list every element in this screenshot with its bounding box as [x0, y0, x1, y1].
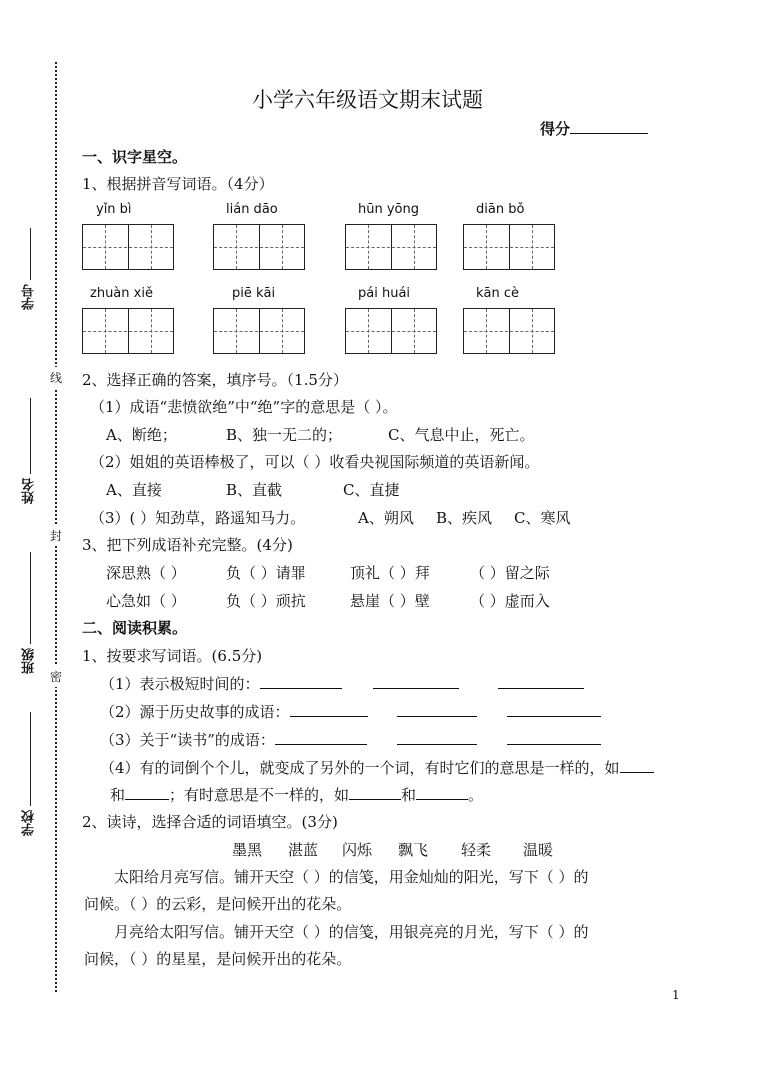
- poem-p2-line1: 月亮给太阳写信。铺开天空（ ）的信笺，用银亮亮的月光，写下（ ）的: [114, 923, 589, 941]
- answer-blank[interactable]: [373, 674, 459, 689]
- side-label-xuexiao: 学校: [22, 810, 37, 836]
- option[interactable]: B、直截: [226, 481, 283, 499]
- answer-blank[interactable]: [349, 785, 401, 800]
- s2-q1-s4-cont: 和 ；有时意思是不一样的，如 和 。: [110, 786, 484, 804]
- banji-line: [30, 552, 31, 644]
- answer-blank[interactable]: [275, 730, 367, 745]
- answer-blank[interactable]: [260, 674, 342, 689]
- answer-blank[interactable]: [125, 785, 169, 800]
- poem-p2-line2: 问候，（ ）的星星，是问候开出的花朵。: [84, 950, 352, 968]
- seal-char-xian: 线: [50, 367, 62, 388]
- s2-q2-label: 2、读诗，选择合适的词语填空。(3分): [82, 813, 338, 831]
- answer-blank[interactable]: [620, 758, 654, 773]
- tianzige-box[interactable]: [82, 224, 174, 270]
- xingming-line: [30, 398, 31, 474]
- option[interactable]: C、气息中止，死亡。: [388, 426, 535, 444]
- tianzige-box[interactable]: [463, 308, 555, 354]
- q1-label: 1、根据拼音写词语。（4分）: [82, 175, 274, 193]
- s2-q1-label: 1、按要求写词语。(6.5分): [82, 647, 263, 665]
- pinyin: kān cè: [476, 286, 520, 301]
- answer-blank[interactable]: [397, 702, 477, 717]
- idiom-item: 负（ ）顽抗: [226, 592, 306, 610]
- answer-blank[interactable]: [498, 674, 584, 689]
- s2-q1-s3: （3）关于“读书”的成语：: [100, 729, 367, 750]
- idiom-item: 悬崖（ ）壁: [350, 592, 430, 610]
- tianzige-box[interactable]: [213, 308, 305, 354]
- poem-p1-line1: 太阳给月亮写信。铺开天空（ ）的信笺，用金灿灿的阳光，写下（ ）的: [114, 868, 589, 886]
- answer-blank[interactable]: [397, 730, 477, 745]
- s2-q1-s1: （1）表示极短时间的：: [100, 673, 342, 694]
- q3-label: 3、把下列成语补充完整。(4分): [82, 536, 293, 554]
- answer-blank[interactable]: [290, 702, 368, 717]
- tianzige-box[interactable]: [345, 308, 437, 354]
- pinyin: yǐn bì: [96, 202, 132, 217]
- tianzige-box[interactable]: [345, 224, 437, 270]
- section2-heading: 二、阅读积累。: [82, 619, 188, 637]
- idiom-item: 顶礼（ ）拜: [350, 564, 430, 582]
- answer-blank[interactable]: [507, 730, 601, 745]
- pinyin: zhuàn xiě: [90, 286, 153, 301]
- idiom-item: 负（ ）请罪: [226, 564, 306, 582]
- word-choice: 温暖: [523, 841, 554, 859]
- score-label: 得分: [540, 118, 648, 139]
- xuexiao-line: [30, 712, 31, 806]
- side-label-xuehao: 学号: [22, 284, 37, 310]
- xuehao-line: [30, 228, 31, 280]
- q2-s3: （3）( ）知劲草，路遥知马力。: [90, 509, 306, 527]
- q2-s2: （2）姐姐的英语棒极了，可以（ ）收看央视国际频道的英语新闻。: [90, 453, 540, 471]
- option[interactable]: A、直接: [106, 481, 162, 499]
- pinyin: pái huái: [358, 286, 411, 301]
- side-label-banji: 班级: [22, 648, 37, 674]
- pinyin: lián dāo: [226, 202, 278, 217]
- word-choice: 湛蓝: [288, 841, 319, 859]
- pinyin: diān bǒ: [476, 202, 525, 217]
- pinyin: hūn yōng: [358, 202, 419, 217]
- word-choice: 飘飞: [398, 841, 429, 859]
- answer-blank[interactable]: [416, 785, 468, 800]
- option[interactable]: C、直捷: [343, 481, 400, 499]
- option[interactable]: C、寒风: [514, 509, 571, 527]
- answer-blank[interactable]: [507, 702, 601, 717]
- page-title: 小学六年级语文期末试题: [252, 88, 483, 112]
- q2-label: 2、选择正确的答案，填序号。（1.5分）: [82, 371, 348, 389]
- tianzige-box[interactable]: [213, 224, 305, 270]
- idiom-item: （ ）留之际: [470, 564, 550, 582]
- word-choice: 墨黑: [232, 841, 263, 859]
- page-number: 1: [672, 988, 680, 1002]
- option[interactable]: B、独一无二的；: [226, 426, 343, 444]
- q2-s1: （1）成语“悲愤欲绝”中“绝”字的意思是（ ）。: [90, 398, 398, 416]
- seal-char-mi: 密: [50, 666, 62, 687]
- option[interactable]: B、疾风: [436, 509, 493, 527]
- poem-p1-line2: 问候。（ ）的云彩，是问候开出的花朵。: [84, 895, 352, 913]
- pinyin: piē kāi: [232, 286, 276, 301]
- idiom-item: 深思熟（ ）: [106, 564, 186, 582]
- option[interactable]: A、断绝；: [106, 426, 177, 444]
- word-choice: 闪烁: [342, 841, 373, 859]
- side-label-xingming: 姓名: [22, 478, 37, 504]
- tianzige-box[interactable]: [463, 224, 555, 270]
- s2-q1-s4: （4）有的词倒个个儿，就变成了另外的一个词，有时它们的意思是一样的，如: [100, 757, 654, 778]
- option[interactable]: A、朔风: [358, 509, 414, 527]
- tianzige-box[interactable]: [82, 308, 174, 354]
- idiom-item: 心急如（ ）: [106, 592, 186, 610]
- word-choice: 轻柔: [461, 841, 492, 859]
- score-blank[interactable]: [570, 119, 648, 134]
- section1-heading: 一、识字星空。: [82, 148, 188, 166]
- s2-q1-s2: （2）源于历史故事的成语：: [100, 701, 368, 722]
- idiom-item: （ ）虚而入: [470, 592, 550, 610]
- seal-char-feng: 封: [50, 525, 62, 546]
